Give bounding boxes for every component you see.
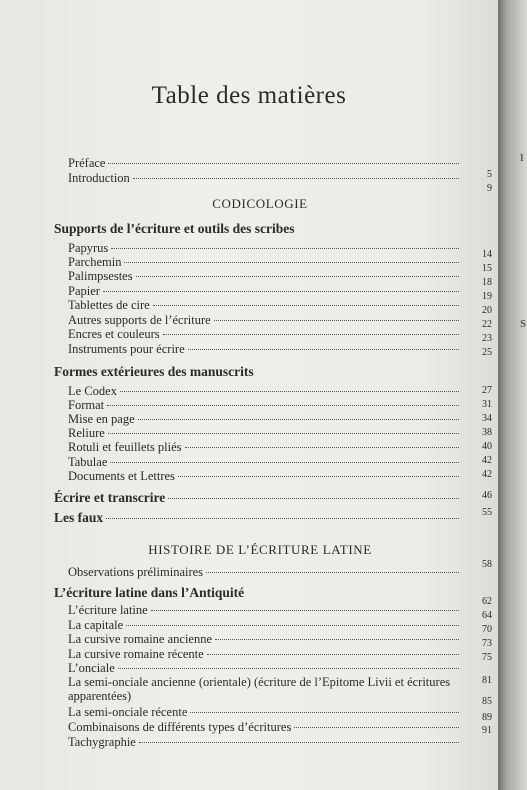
dot-leader: [163, 334, 459, 335]
entry-label: Tachygraphie: [68, 735, 136, 749]
page-number: 27: [482, 385, 492, 396]
entry-label: Documents et Lettres: [68, 469, 175, 483]
dot-leader: [108, 433, 459, 434]
page-number: 62: [482, 596, 492, 607]
toc-entry[interactable]: [68, 284, 492, 302]
dot-leader: [110, 462, 459, 463]
entry-label: Écrire et transcrire: [54, 490, 166, 505]
dot-leader: [190, 712, 459, 713]
entry-label: Combinaisons de différents types d’écritures: [68, 720, 292, 734]
dot-leader: [124, 262, 459, 263]
toc-entry[interactable]: [68, 384, 492, 399]
entry-label: Observations préliminaires: [68, 565, 204, 579]
entry-label: Encres et couleurs: [68, 327, 160, 341]
entry-label: Papyrus: [68, 241, 109, 255]
entry-label: Préface: [68, 156, 106, 170]
page-number: 38: [482, 427, 492, 438]
dot-leader: [103, 291, 459, 292]
entry-label: Tablettes de cire: [68, 298, 150, 312]
entry-label: Parchemin: [68, 255, 122, 269]
page-number: 14: [482, 249, 492, 260]
dot-leader: [108, 163, 459, 164]
dot-leader: [294, 727, 459, 728]
dot-leader: [120, 391, 459, 392]
toc-entry[interactable]: [68, 171, 492, 194]
dot-leader: [136, 276, 459, 277]
toc-entry[interactable]: [68, 327, 492, 344]
entry-label: Papier: [68, 284, 100, 298]
dot-leader: [214, 320, 459, 321]
page-number: 31: [482, 399, 492, 410]
dot-leader: [126, 625, 459, 626]
group-heading: Formes extérieures des manuscrits: [54, 364, 254, 379]
entry-label: La capitale: [68, 618, 124, 632]
toc-entry[interactable]: [68, 255, 492, 274]
dot-leader: [188, 349, 459, 350]
entry-label: Mise en page: [68, 412, 135, 426]
section-heading: HISTOIRE DE L’ÉCRITURE LATINE: [148, 542, 372, 557]
page-number: 34: [482, 413, 492, 424]
entry-label: Palimpsestes: [68, 269, 133, 283]
toc-entry[interactable]: [68, 426, 492, 441]
page-number: 22: [482, 319, 492, 330]
entry-label: Introduction: [68, 171, 130, 185]
entry-label: La semi-onciale récente: [68, 705, 188, 719]
dot-leader: [111, 248, 459, 249]
page-number: 58: [482, 559, 492, 570]
page-number: 18: [482, 277, 492, 288]
book-gutter: [498, 0, 527, 790]
dot-leader: [133, 178, 459, 179]
page-number: 55: [482, 507, 492, 518]
dot-leader: [206, 572, 459, 573]
entry-label: Reliure: [68, 426, 105, 440]
page-number: 91: [482, 725, 492, 736]
dot-leader: [118, 668, 459, 669]
page-number: 23: [482, 333, 492, 344]
dot-leader: [151, 610, 459, 611]
toc-entry[interactable]: [68, 269, 492, 288]
toc-entry[interactable]: [54, 507, 492, 525]
page-number: 42: [482, 455, 492, 466]
entry-label: Autres supports de l’écriture: [68, 313, 211, 327]
dot-leader: [139, 742, 459, 743]
toc-entry[interactable]: [68, 440, 492, 455]
toc-entry[interactable]: [68, 313, 492, 330]
page-number: 73: [482, 638, 492, 649]
toc-entry[interactable]: [68, 412, 492, 427]
page-number: 46: [482, 490, 492, 501]
entry-label: La semi-onciale ancienne (orientale) (écriture de l’Epitome Livii et écritures apparentées): [68, 675, 451, 703]
entry-label: La cursive romaine récente: [68, 647, 204, 661]
page-number: 89: [482, 712, 492, 723]
entry-label: Tabulae: [68, 455, 108, 469]
toc-entry[interactable]: [68, 298, 492, 316]
entry-label: Rotuli et feuillets pliés: [68, 440, 182, 454]
dot-leader: [138, 419, 459, 420]
dot-leader: [185, 447, 459, 448]
toc-entry[interactable]: [68, 398, 492, 413]
toc-entry[interactable]: [68, 241, 492, 260]
page-title: Table des matières: [151, 82, 347, 109]
page-number: 40: [482, 441, 492, 452]
page-number: 64: [482, 610, 492, 621]
group-heading: Supports de l’écriture et outils des scribes: [54, 221, 295, 236]
page-number: 75: [482, 652, 492, 663]
page-number: 15: [482, 263, 492, 274]
page-number: 42: [482, 469, 492, 480]
facing-page-edge-letter: S: [520, 318, 527, 330]
group-heading: L’écriture latine dans l’Antiquité: [54, 585, 245, 600]
page-number: 70: [482, 624, 492, 635]
dot-leader: [207, 654, 459, 655]
dot-leader: [153, 305, 459, 306]
toc-entry[interactable]: [68, 455, 492, 470]
page-number: 19: [482, 291, 492, 302]
entry-label: Format: [68, 398, 105, 412]
page-number: 5: [487, 169, 492, 180]
entry-label: Instruments pour écrire: [68, 342, 185, 356]
dot-leader: [215, 639, 459, 640]
page-number: 9: [487, 183, 492, 194]
page-number: 81: [482, 675, 492, 686]
toc-entry[interactable]: [68, 559, 492, 580]
page-number: 25: [482, 347, 492, 358]
dot-leader: [178, 476, 459, 477]
entry-label: L’écriture latine: [68, 603, 148, 617]
dot-leader: [107, 405, 459, 406]
dot-leader: [106, 518, 459, 519]
entry-label: Le Codex: [68, 384, 117, 398]
entry-label: Les faux: [54, 510, 104, 525]
toc-entry[interactable]: [68, 469, 492, 484]
toc-entry[interactable]: [54, 490, 492, 505]
entry-label: La cursive romaine ancienne: [68, 632, 213, 646]
page-number: 20: [482, 305, 492, 316]
dot-leader: [168, 498, 459, 499]
facing-page-edge-letter: I: [520, 152, 524, 164]
page-number: 85: [482, 696, 492, 707]
section-heading: CODICOLOGIE: [212, 196, 308, 211]
entry-label: L’onciale: [68, 661, 115, 675]
toc-entry[interactable]: [68, 342, 492, 358]
